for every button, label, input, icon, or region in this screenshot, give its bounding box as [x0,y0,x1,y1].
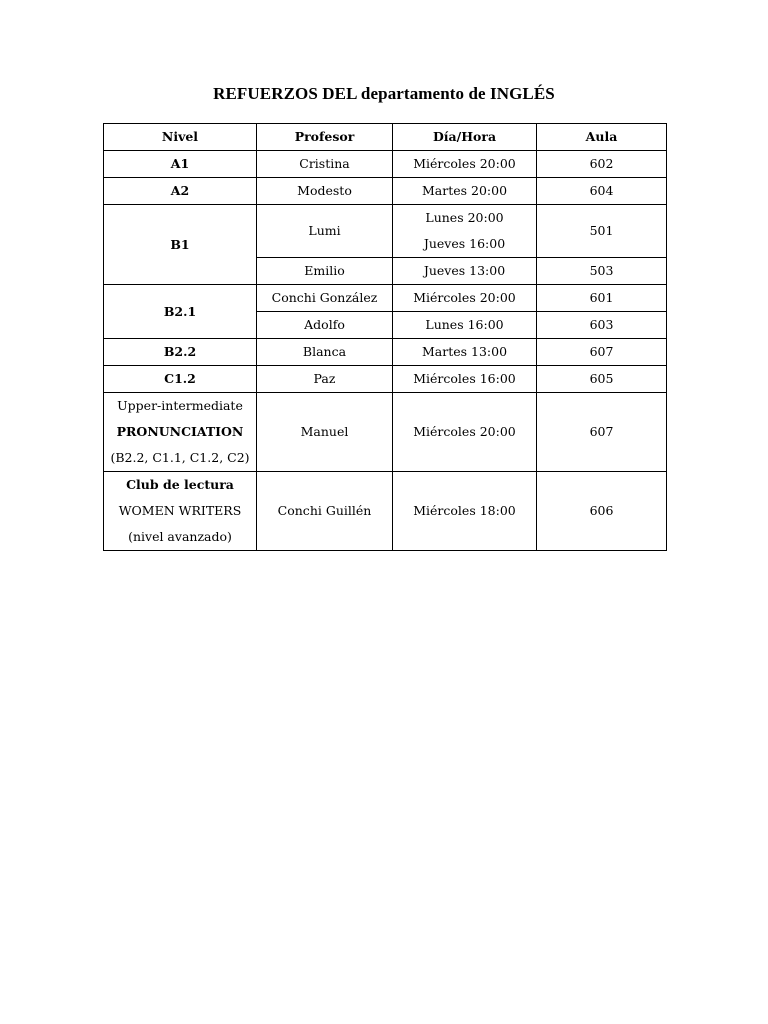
cell-profesor: Cristina [257,151,393,178]
nivel-line: (nivel avanzado) [128,529,232,544]
table-row [104,285,667,312]
cell-profesor: Manuel [257,393,393,472]
cell-dia-hora: Martes 20:00 [393,178,537,205]
cell-dia-hora: Miércoles 16:00 [393,366,537,393]
cell-nivel [104,393,257,472]
page-title: REFUERZOS DEL departamento de INGLÉS [213,84,555,103]
header-aula: Aula [537,124,667,151]
header-profesor: Profesor [257,124,393,151]
dia-hora-line: Lunes 20:00 [425,210,504,225]
cell-aula: 605 [537,366,667,393]
cell-dia-hora [393,205,537,258]
cell-profesor: Conchi Guillén [257,472,393,551]
cell-aula: 503 [537,258,667,285]
nivel-line: WOMEN WRITERS [118,503,242,518]
cell-nivel: A2 [104,178,257,205]
cell-nivel: B1 [104,205,257,285]
cell-nivel: A1 [104,151,257,178]
nivel-line: PRONUNCIATION [116,424,244,439]
cell-dia-hora: Jueves 13:00 [393,258,537,285]
header-nivel: Nivel [104,124,257,151]
cell-dia-hora: Miércoles 20:00 [393,285,537,312]
table-row [104,393,667,472]
cell-aula: 606 [537,472,667,551]
table-row [104,366,667,393]
cell-profesor: Blanca [257,339,393,366]
cell-dia-hora: Lunes 16:00 [393,312,537,339]
cell-dia-hora: Martes 13:00 [393,339,537,366]
table-row [104,151,667,178]
cell-nivel: B2.2 [104,339,257,366]
cell-nivel: B2.1 [104,285,257,339]
nivel-line: Upper-intermediate [117,398,243,413]
cell-aula: 604 [537,178,667,205]
cell-aula: 607 [537,393,667,472]
cell-aula: 607 [537,339,667,366]
cell-aula: 601 [537,285,667,312]
schedule-table [103,123,667,551]
table-row [104,205,667,258]
cell-profesor: Emilio [257,258,393,285]
cell-profesor: Paz [257,366,393,393]
cell-profesor: Lumi [257,205,393,258]
cell-aula: 501 [537,205,667,258]
table-row [104,339,667,366]
nivel-line: Club de lectura [126,477,234,492]
table-row [104,178,667,205]
cell-profesor: Adolfo [257,312,393,339]
cell-profesor: Modesto [257,178,393,205]
cell-profesor: Conchi González [257,285,393,312]
nivel-line: (B2.2, C1.1, C1.2, C2) [110,450,250,465]
dia-hora-line: Jueves 16:00 [423,236,506,251]
cell-dia-hora: Miércoles 20:00 [393,151,537,178]
cell-nivel: C1.2 [104,366,257,393]
table-header-row [104,124,667,151]
cell-aula: 603 [537,312,667,339]
cell-dia-hora: Miércoles 20:00 [393,393,537,472]
header-dia-hora: Día/Hora [393,124,537,151]
cell-dia-hora: Miércoles 18:00 [393,472,537,551]
cell-nivel [104,472,257,551]
table-row [104,472,667,551]
cell-aula: 602 [537,151,667,178]
